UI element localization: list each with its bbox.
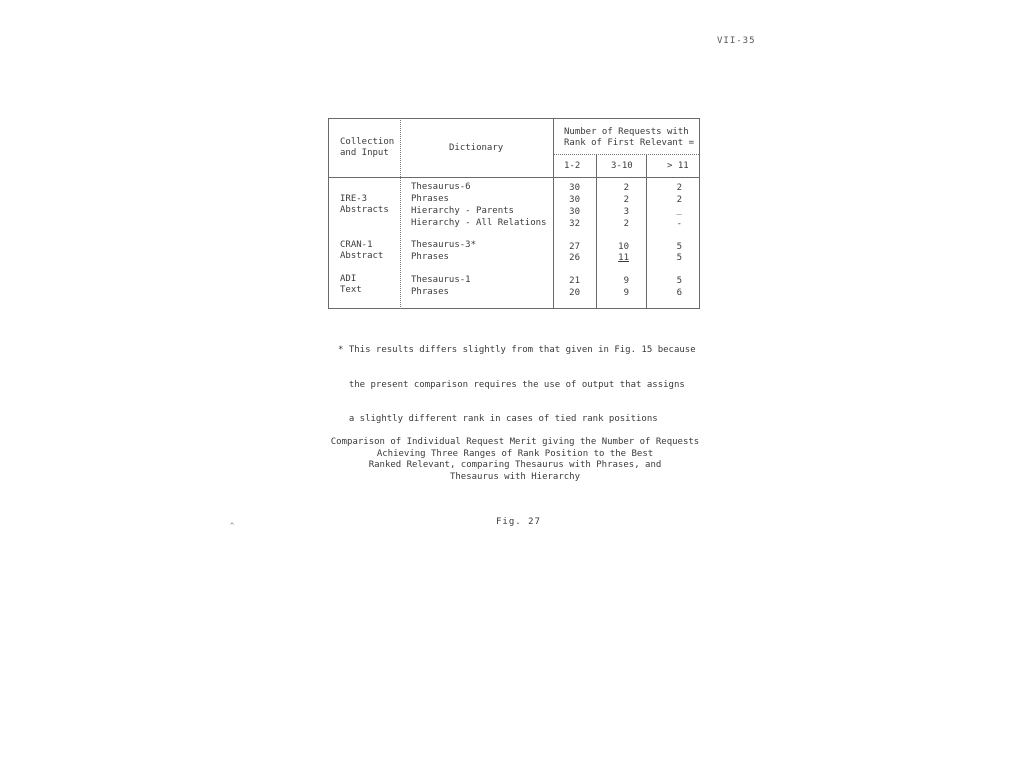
caption-line: Ranked Relevant, comparing Thesaurus with Phrases, and [368, 460, 662, 470]
dictionary-cell: Phrases [411, 194, 449, 204]
rank-1-2-value: 32 [569, 219, 580, 229]
header-rank-over-11: > 11 [667, 161, 689, 171]
rank-1-2-value: 20 [569, 288, 580, 298]
dictionary-cell: Thesaurus-1 [411, 275, 471, 285]
rank-1-2-value: 30 [569, 183, 580, 193]
collection-name: CRAN-1 [340, 240, 373, 250]
page-number: VII-35 [717, 36, 756, 46]
rank-3-10-value: 11 [618, 253, 629, 263]
footnote-line: a slightly different rank in cases of tied rank positions [338, 414, 658, 424]
rank-over-11-value: 2 [676, 195, 682, 205]
rank-3-10-value: 9 [623, 288, 629, 298]
dictionary-cell: Phrases [411, 252, 449, 262]
rank-col1-divider [596, 155, 597, 309]
collection-name: ADI [340, 274, 357, 284]
dictionary-cell: Phrases [411, 287, 449, 297]
header-collection-line1: Collection [340, 137, 395, 147]
dictionary-cell: Thesaurus-3* [411, 240, 477, 250]
rank-over-11-value: _ [676, 206, 682, 216]
rank-3-10-value: 3 [623, 207, 629, 217]
rank-1-2-value: 21 [569, 276, 580, 286]
dictionary-cell: Hierarchy - Parents [411, 206, 514, 216]
caption-line: Comparison of Individual Request Merit giving the Number of Requests [330, 437, 700, 447]
header-rank-3-10: 3-10 [611, 161, 633, 171]
rank-1-2-value: 27 [569, 242, 580, 252]
rank-3-10-value: 2 [623, 183, 629, 193]
footnote-line: the present comparison requires the use of output that assigns [338, 379, 685, 390]
rank-3-10-value: 9 [623, 276, 629, 286]
rank-over-11-value: 2 [676, 183, 682, 193]
rank-1-2-value: 30 [569, 195, 580, 205]
table-right-border [699, 118, 700, 309]
header-requests-line1: Number of Requests with [564, 127, 689, 137]
header-rank-1-2: 1-2 [564, 161, 581, 171]
caption-line: Achieving Three Ranges of Rank Position to the Best [376, 448, 654, 459]
rank-col2-divider [646, 155, 647, 309]
collection-column-divider [400, 118, 401, 309]
subheader-divider [554, 154, 699, 155]
collection-input: Text [340, 285, 362, 295]
rank-1-2-value: 30 [569, 207, 580, 217]
dictionary-column-divider [553, 118, 554, 309]
dictionary-cell: Hierarchy - All Relations [411, 218, 547, 228]
table-bottom-border [328, 308, 700, 309]
results-table [328, 118, 700, 309]
collection-input: Abstract [340, 251, 384, 261]
scan-speck: ^ [230, 522, 235, 530]
collection-input: Abstracts [340, 205, 389, 215]
rank-over-11-value: - [676, 219, 682, 229]
header-collection-line2: and Input [340, 148, 389, 158]
rank-over-11-value: 5 [676, 253, 682, 263]
header-bottom-border [328, 177, 700, 178]
table-left-border [328, 118, 329, 309]
rank-over-11-value: 6 [676, 288, 682, 298]
header-dictionary: Dictionary [449, 143, 504, 153]
caption-line: Thesaurus with Hierarchy [449, 471, 581, 482]
table-top-border [328, 118, 700, 119]
rank-over-11-value: 5 [676, 242, 682, 252]
table-footnote [338, 322, 696, 437]
dictionary-cell: Thesaurus-6 [411, 182, 471, 192]
figure-caption [320, 437, 710, 483]
rank-3-10-value: 10 [618, 242, 629, 252]
rank-3-10-value: 2 [623, 219, 629, 229]
header-requests-line2: Rank of First Relevant = [564, 138, 695, 148]
rank-1-2-value: 26 [569, 253, 580, 263]
figure-label: Fig. 27 [496, 517, 541, 527]
rank-3-10-value: 2 [623, 195, 629, 205]
collection-name: IRE-3 [340, 194, 368, 204]
rank-over-11-value: 5 [676, 276, 682, 286]
footnote-line: * This results differs slightly from that given in Fig. 15 because [338, 345, 696, 355]
